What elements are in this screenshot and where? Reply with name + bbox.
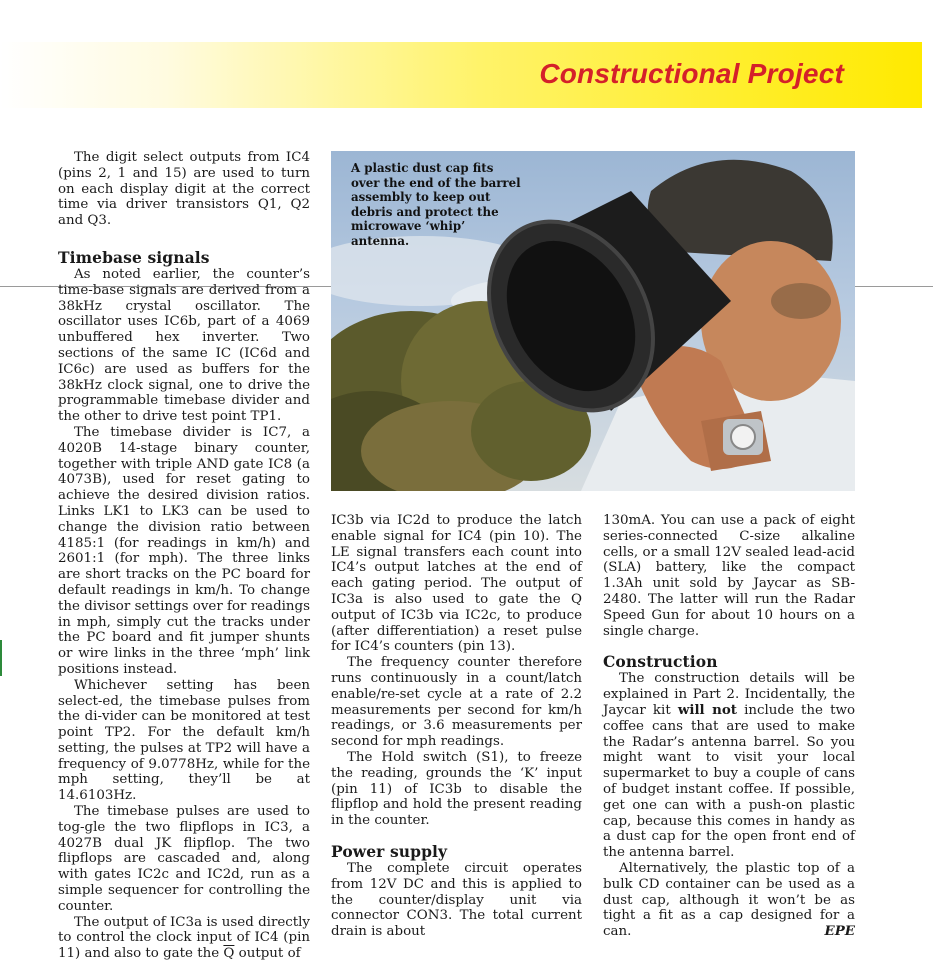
margin-mark [0, 640, 2, 676]
header-banner [0, 42, 922, 108]
radar-gun-photo [331, 151, 855, 491]
q-bar-symbol: $\overline{Q}$ [223, 946, 235, 962]
section-title: Constructional Project [539, 58, 844, 89]
paragraph-power-supply: The complete circuit operates from 12V DC and this is applied to the counter/display unit via connector CON3. The total current drain is about [331, 860, 582, 940]
column-2 [331, 513, 582, 940]
paragraph-timebase-2: The timebase divider is IC7, a 4020B 14-stage binary counter, together with triple AND gate IC8 (a 4073B), used for reset gating to achieve the desired division ratios. Links LK1 to LK3 can be used to change the division ratio between 4185:1 (for readings in km/h) and 2601:1 (for mph). The three links are short tracks on the PC board for default readings in km/h. To change the divisor settings over for readings in mph, simply cut the tracks under the PC board and fit jumper shunts or wire links in the three ‘mph’ link positions instead. [58, 424, 310, 677]
column-3 [603, 513, 855, 940]
paragraph-timebase-3: Whichever setting has been select-ed, the timebase pulses from the di-vider can be monitored at test point TP2. For the default km/h setting, the pulses at TP2 will have a frequency of 9.0778Hz, while for the mph setting, they’ll be at 14.6103Hz. [58, 677, 310, 804]
paragraph-hold-switch: The Hold switch (S1), to freeze the reading, grounds the ‘K’ input (pin 11) of IC3b to disable the flipflop and hold the present reading in the counter. [331, 749, 582, 829]
paragraph-alternative: Alternatively, the plastic top of a bulk CD container can be used as a dust cap, although it won’t be as tight a fit as a cap designed for a can. EPE [603, 860, 855, 940]
epe-signoff: EPE [824, 923, 855, 940]
heading-construction: Construction [603, 652, 718, 672]
paragraph-intro: The digit select outputs from IC4 (pins 2, 1 and 15) are used to turn on each display digit at the correct time via driver transistors Q1, Q2 and Q3. [58, 150, 310, 229]
emphasis-will-not: will not [677, 701, 737, 718]
paragraph-timebase-4: The timebase pulses are used to tog-gle the two flipflops in IC3, a 4027B dual JK flipflop. The two flipflops are cascaded and, along with gates IC2c and IC2d, run as a simple sequencer for controlling the counter. [58, 804, 310, 914]
paragraph-counter-cycle: The frequency counter therefore runs continuously in a count/latch enable/re-set cycle at a rate of 2.2 measurements per second for km/h readings, or 3.6 measurements per second for mph readings. [331, 655, 582, 750]
paragraph-latch: IC3b via IC2d to produce the latch enable signal for IC4 (pin 10). The LE signal transfers each count into IC4’s output latches at the end of each gating period. The output of IC3a is also used to gate the Q output of IC3b via IC2c, to produce (after differentiation) a reset pulse for IC4’s counters (pin 13). [331, 513, 582, 655]
paragraph-timebase-5: The output of IC3a is used directly to control the clock input of IC4 (pin 11) and also to gate the $\overline{Q}$ output of [58, 914, 310, 962]
paragraph-construction: The construction details will be explained in Part 2. Incidentally, the Jaycar kit will not include the two coffee cans that are used to make the Radar’s antenna barrel. So you might want to visit your local supermarket to buy a couple of cans of budget instant coffee. If possible, get one can with a push-on plastic cap, because this comes in handy as a dust cap for the open front end of the antenna barrel. [603, 671, 855, 861]
paragraph-battery: 130mA. You can use a pack of eight series-connected C-size alkaline cells, or a small 12V sealed lead-acid (SLA) battery, like the compact 1.3Ah unit sold by Jaycar as SB-2480. The latter will run the Radar Speed Gun for about 10 hours on a single charge. [603, 513, 855, 639]
column-1 [58, 150, 310, 962]
heading-power-supply: Power supply [331, 841, 448, 861]
photo-caption: A plastic dust cap fits over the end of the barrel assembly to keep out debris and protect the microwave ‘whip’ antenna. [351, 161, 521, 248]
paragraph-timebase-1: As noted earlier, the counter’s time-base signals are derived from a 38kHz crystal oscillator. The oscillator uses IC6b, part of a 4069 unbuffered hex inverter. Two sections of the same IC (IC6d and IC6c) are used as buffers for the 38kHz clock signal, one to drive the programmable timebase divider and the other to drive test point TP1. [58, 266, 310, 425]
heading-timebase-signals: Timebase signals [58, 247, 210, 267]
